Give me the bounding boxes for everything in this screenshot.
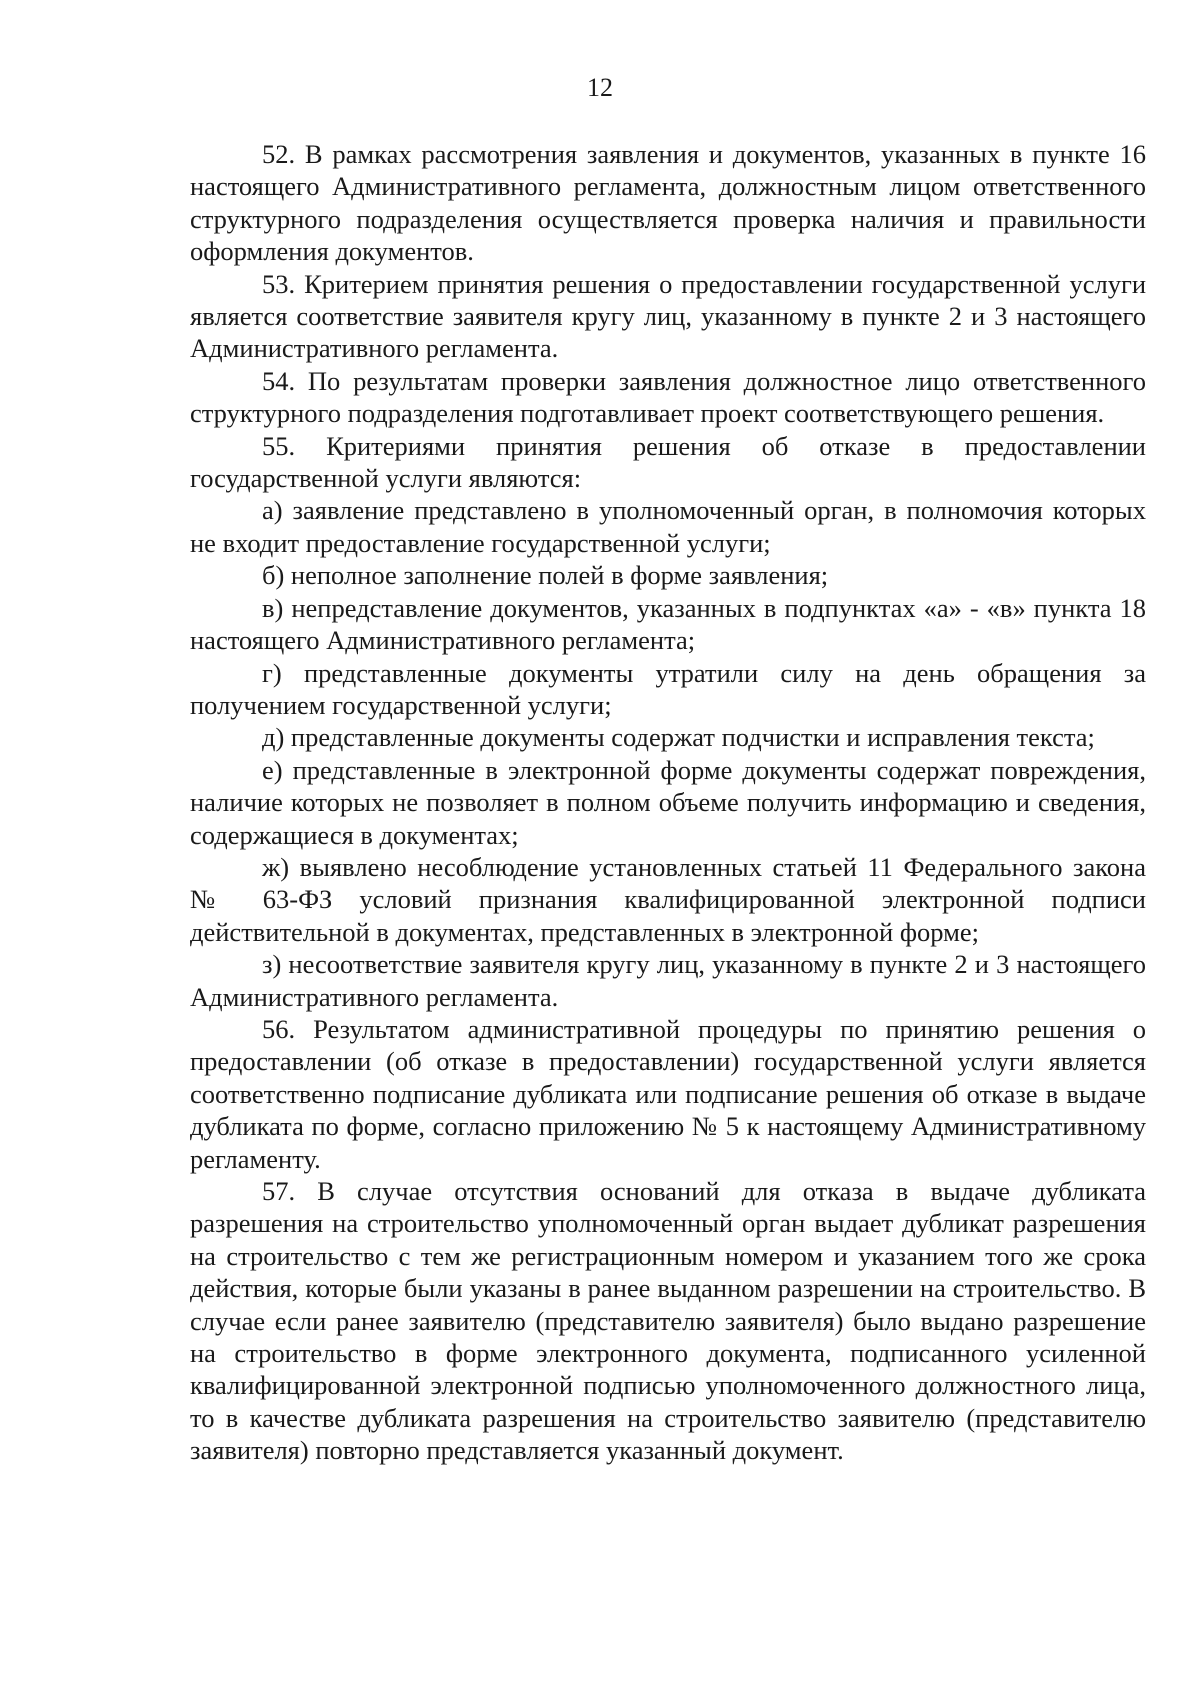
list-item-z: з) несоответствие заявителя кругу лиц, указанному в пункте 2 и 3 настоящего Административного регламента. <box>190 949 1146 1012</box>
list-item-b: б) неполное заполнение полей в форме заявления; <box>262 560 829 591</box>
list-item-v: в) непредставление документов, указанных в подпунктах «а» - «в» пункта 18 настоящего Административного регламента; <box>190 592 1146 656</box>
list-item-zh: ж) выявлено несоблюдение установленных статьей 11 Федерального закона № 63-ФЗ условий признания квалифицированной электронной подписи действительной в документах, представленных в электронной форме; <box>190 851 1146 947</box>
paragraph-53: 53. Критерием принятия решения о предоставлении государственной услуги является соответствие заявителя кругу лиц, указанному в пункте 2 и 3 настоящего Административного регламента. <box>190 268 1146 364</box>
paragraph-55: 55. Критериями принятия решения об отказе в предоставлении государственной услуги являются: <box>190 430 1146 494</box>
list-item-g: г) представленные документы утратили силу на день обращения за получением государственной услуги; <box>190 657 1146 720</box>
paragraph-52: 52. В рамках рассмотрения заявления и документов, указанных в пункте 16 настоящего Административного регламента, должностным лицом ответственного структурного подразделения осуществляется проверка наличия и правильности оформления документов. <box>190 139 1146 267</box>
paragraph-54: 54. По результатам проверки заявления должностное лицо ответственного структурного подразделения подготавливает проект соответствующего решения. <box>190 365 1146 429</box>
paragraph-57: 57. В случае отсутствия оснований для отказа в выдаче дубликата разрешения на строительство уполномоченный орган выдает дубликат разрешения на строительство с тем же регистрационным номером и указанием того же срока действия, которые были указаны в ранее выданном разрешении на строительство. В случае если ранее заявителю (представителю заявителя) было выдано разрешение на строительство в форме электронного документа, подписанного усиленной квалифицированной электронной подписью уполномоченного должностного лица, то в качестве дубликата разрешения на строительство заявителю (представителю заявителя) повторно представляется указанный документ. <box>190 1176 1146 1466</box>
document-body <box>190 138 1146 1467</box>
paragraph-56: 56. Результатом административной процедуры по принятию решения о предоставлении (об отказе в предоставлении) государственной услуги является соответственно подписание дубликата или подписание решения об отказе в выдаче дубликата по форме, согласно приложению № 5 к настоящему Административному регламенту. <box>190 1013 1146 1174</box>
list-item-e: е) представленные в электронной форме документы содержат повреждения, наличие которых не позволяет в полном объеме получить информацию и сведения, содержащиеся в документах; <box>190 754 1146 850</box>
list-item-d: д) представленные документы содержат подчистки и исправления текста; <box>262 722 1095 753</box>
list-item-a: а) заявление представлено в уполномоченный орган, в полномочия которых не входит предоставление государственной услуги; <box>190 495 1146 558</box>
page-number: 12 <box>587 73 613 102</box>
